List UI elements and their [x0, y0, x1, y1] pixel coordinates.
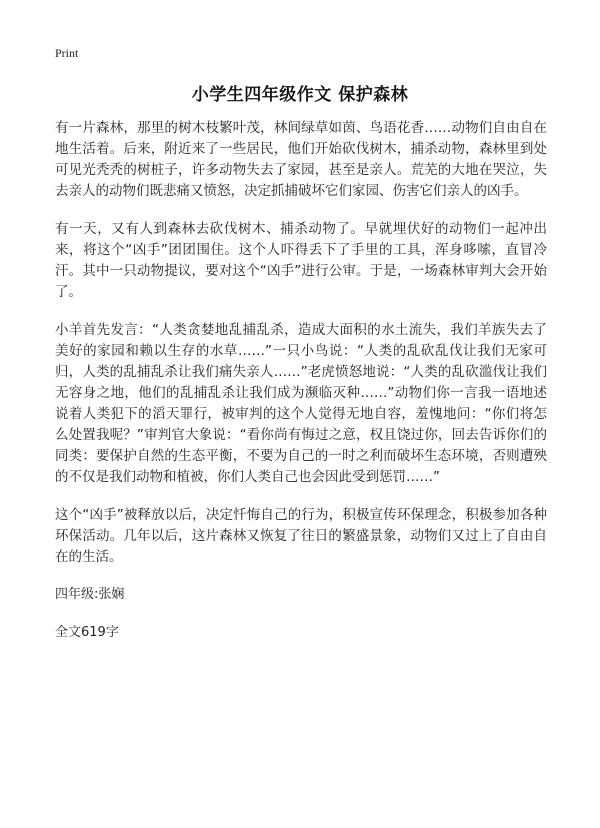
paragraph: 小羊首先发言：“人类贪婪地乱捕乱杀，造成大面积的水土流失，我们羊族失去了美好的家园和赖以生存的水草……”一只小鸟说：“人类的乱砍乱伐让我们无家可归，人类的乱捕乱杀让我们痛失亲人……”老虎愤怒地说：“人类的乱砍滥伐让我们无容身之地，他们的乱捕乱杀让我们成为濒临灭种……”动物们你一言我一语地述说着人类犯下的滔天罪行，被审判的这个人觉得无地自容，羞愧地问：“你们将怎么处置我呢？”审判官大象说：“看你尚有悔过之意，权且饶过你，回去告诉你们的同类：要保护自然的生态平衡，不要为自己的一时之利而破坏生态环境，否则遭殃的不仅是我们动物和植被，你们人类自己也会因此受到惩罚……”: [55, 322, 547, 485]
paragraph: 有一天，又有人到森林去砍伐树木、捕杀动物了。早就埋伏好的动物们一起冲出来，将这个“凶手”团团围住。这个人吓得丢下了手里的工具，浑身哆嗦，直冒冷汗。其中一只动物提议，要对这个“凶手”进行公审。于是，一场森林审判大会开始了。: [55, 221, 547, 300]
print-link[interactable]: Print: [55, 46, 79, 60]
paragraph: 有一片森林，那里的树木枝繁叶茂，林间绿草如茵、鸟语花香……动物们自由自在地生活着。后来，附近来了一些居民，他们开始砍伐树木，捕杀动物，森林里到处可见光秃秃的树桩子，许多动物失去了家园，甚至是亲人。荒芜的大地在哭泣，失去亲人的动物们既悲痛又愤怒，决定抓捕破坏它们家园、伤害它们亲人的凶手。: [55, 120, 547, 199]
word-count: 全文619字: [55, 625, 119, 640]
author-signature: 四年级:张娴: [55, 587, 125, 602]
article-body: [55, 118, 547, 643]
paragraph: 这个“凶手”被释放以后，决定忏悔自己的行为，积极宣传环保理念，积极参加各种环保活动。几年以后，这片森林又恢复了往日的繁盛景象，动物们又过上了自由自在的生活。: [55, 507, 547, 565]
article-title: 小学生四年级作文 保护森林: [191, 85, 409, 105]
